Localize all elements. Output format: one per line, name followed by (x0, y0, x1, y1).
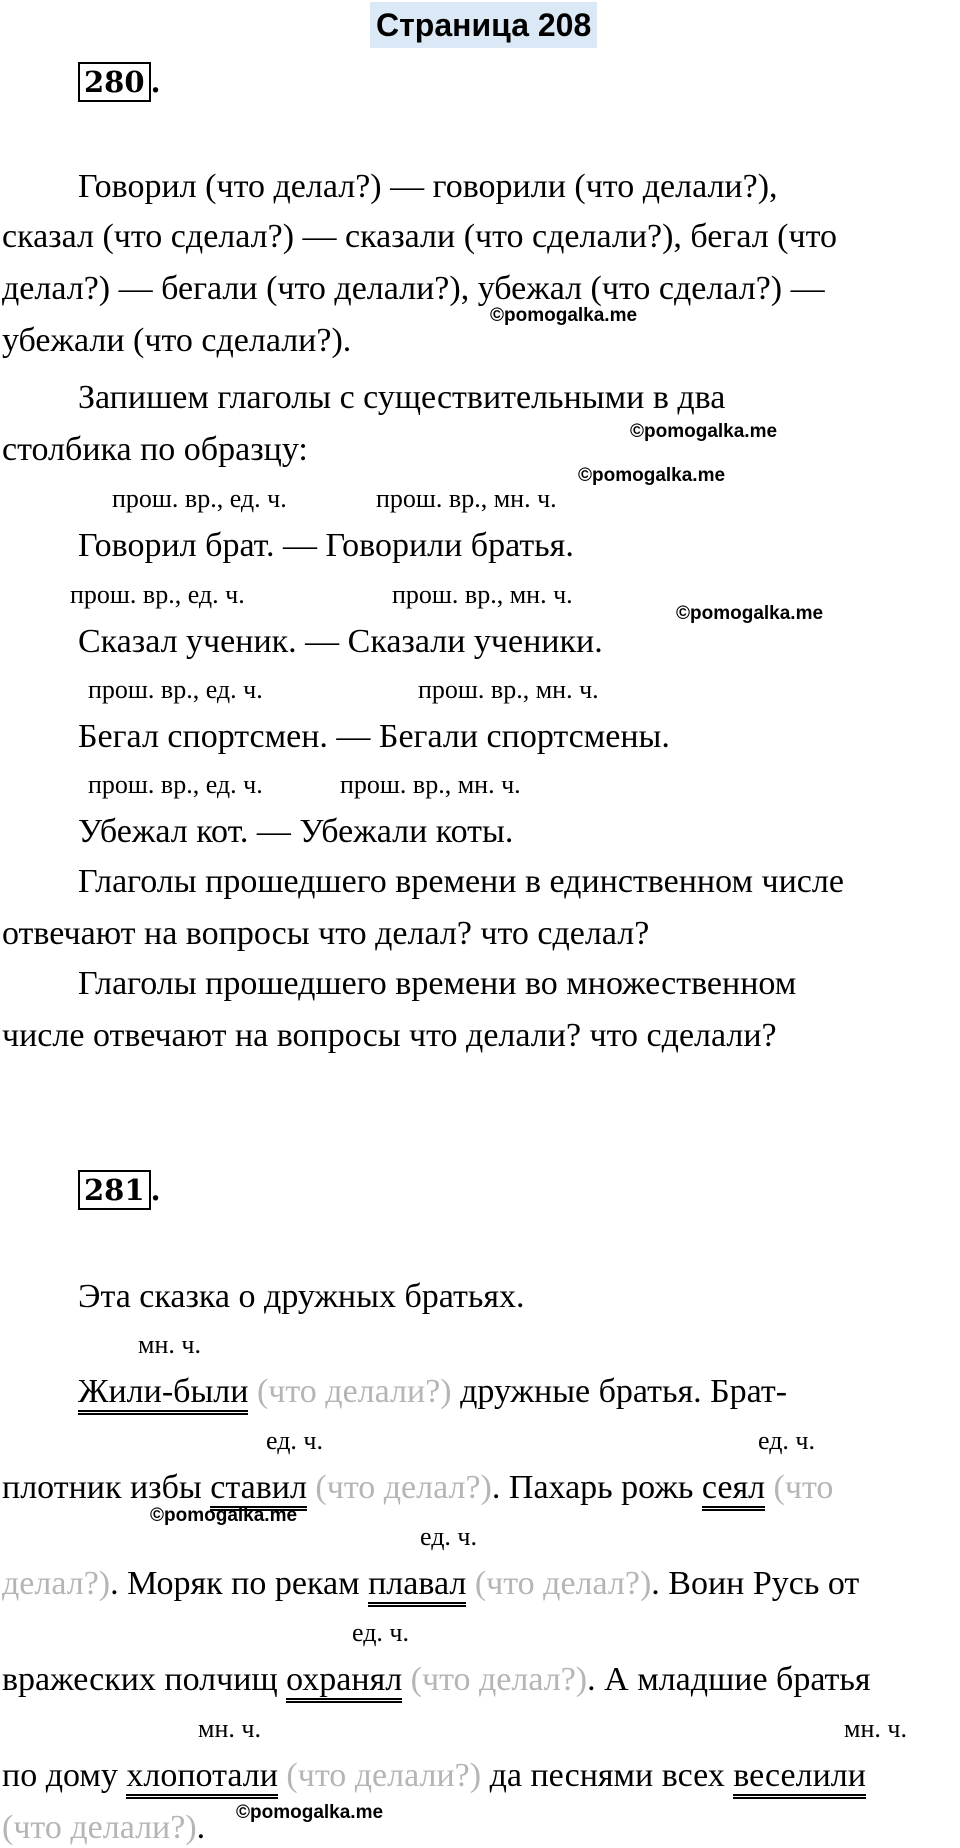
verb-underlined: веселили (733, 1757, 866, 1799)
text-fragment: . (196, 1809, 206, 1846)
paragraph-line: числе отвечают на вопросы что делали? что сделали? (2, 1017, 777, 1054)
text-line (78, 1372, 787, 1412)
number-mark-singular: ед. ч. (352, 1618, 410, 1647)
number-mark-singular: ед. ч. (758, 1426, 816, 1455)
paragraph-line: Запишем глаголы с существительными в два (78, 379, 726, 416)
watermark: ©pomogalka.me (150, 1505, 298, 1526)
exercise-number-280 (78, 62, 161, 102)
number-mark-singular: ед. ч. (420, 1522, 478, 1551)
paragraph-line: Глаголы прошедшего времени во множественном (78, 965, 797, 1002)
exercise-number-dot: . (150, 1173, 161, 1207)
example-pair: Бегал спортсмен. — Бегали спортсмены. (78, 718, 670, 755)
verb-underlined: плавал (368, 1565, 466, 1607)
paragraph-line: делал?) — бегали (что делали?), убежал (что сделал?) — (2, 270, 825, 307)
exercise-number-box: 280 (78, 62, 151, 102)
number-mark-singular: ед. ч. (266, 1426, 324, 1455)
text-fragment: . Воин Русь от (651, 1565, 860, 1602)
paragraph-line: Говорил (что делал?) — говорили (что делали?), (78, 168, 778, 205)
question-hint: делал?) (2, 1565, 111, 1602)
grammar-label-singular: прош. вр., ед. ч. (70, 580, 245, 609)
paragraph-line: убежали (что сделали?). (2, 322, 352, 359)
exercise-number-box: 281 (78, 1170, 151, 1210)
exercise-number-281 (78, 1170, 161, 1210)
verb-underlined: охранял (286, 1661, 402, 1703)
text-fragment: да песнями всех (489, 1757, 725, 1794)
question-hint: (что делал?) (315, 1469, 492, 1506)
verb-underlined: сеял (702, 1469, 765, 1511)
exercise-number-dot: . (150, 65, 161, 99)
grammar-label-plural: прош. вр., мн. ч. (418, 675, 599, 704)
verb-underlined: ставил (210, 1469, 307, 1511)
text-fragment: по дому (2, 1757, 118, 1794)
question-hint: (что делал?) (474, 1565, 652, 1602)
verb-underlined: хлопотали (126, 1757, 278, 1799)
example-pair: Сказал ученик. — Сказали ученики. (78, 623, 603, 660)
verb-underlined: Жили-были (78, 1373, 248, 1415)
number-mark-plural: мн. ч. (198, 1714, 261, 1743)
example-pair: Убежал кот. — Убежали коты. (78, 813, 514, 850)
watermark: ©pomogalka.me (578, 465, 726, 486)
paragraph-line: сказал (что сделал?) — сказали (что сделали?), бегал (что (2, 218, 838, 255)
text-fragment: вражеских полчищ (2, 1661, 278, 1698)
question-hint: (что (773, 1469, 834, 1506)
paragraph-line: столбика по образцу: (2, 431, 308, 468)
text-line (2, 1756, 866, 1796)
watermark: ©pomogalka.me (630, 421, 778, 442)
grammar-label-singular: прош. вр., ед. ч. (88, 770, 263, 799)
question-hint: (что делали?) (2, 1809, 197, 1846)
text-fragment: дружные братья. Брат- (460, 1373, 788, 1410)
number-mark-plural: мн. ч. (844, 1714, 907, 1743)
text-fragment: . А младшие братья (587, 1661, 871, 1698)
grammar-label-plural: прош. вр., мн. ч. (392, 580, 573, 609)
grammar-label-singular: прош. вр., ед. ч. (88, 675, 263, 704)
grammar-label-plural: прош. вр., мн. ч. (340, 770, 521, 799)
grammar-label-singular: прош. вр., ед. ч. (112, 484, 287, 513)
page-title: Страница 208 (370, 2, 597, 48)
watermark: ©pomogalka.me (236, 1802, 384, 1823)
text-fragment: . Пахарь рожь (491, 1469, 694, 1506)
text-line (2, 1468, 833, 1508)
question-hint: (что делал?) (410, 1661, 588, 1698)
paragraph-line: Глаголы прошедшего времени в единственном числе (78, 863, 844, 900)
number-mark-plural: мн. ч. (138, 1330, 201, 1359)
grammar-label-plural: прош. вр., мн. ч. (376, 484, 557, 513)
question-hint: (что делали?) (256, 1373, 452, 1410)
text-line (2, 1564, 859, 1604)
text-fragment: плотник избы (2, 1469, 202, 1506)
watermark: ©pomogalka.me (676, 603, 824, 624)
text-fragment: . Моряк по рекам (110, 1565, 360, 1602)
paragraph-line: Эта сказка о дружных братьях. (78, 1278, 525, 1315)
paragraph-line: отвечают на вопросы что делал? что сделал? (2, 915, 650, 952)
text-line (2, 1808, 205, 1848)
example-pair: Говорил брат. — Говорили братья. (78, 527, 574, 564)
text-line (2, 1660, 871, 1700)
question-hint: (что делали?) (286, 1757, 482, 1794)
watermark: ©pomogalka.me (490, 305, 638, 326)
